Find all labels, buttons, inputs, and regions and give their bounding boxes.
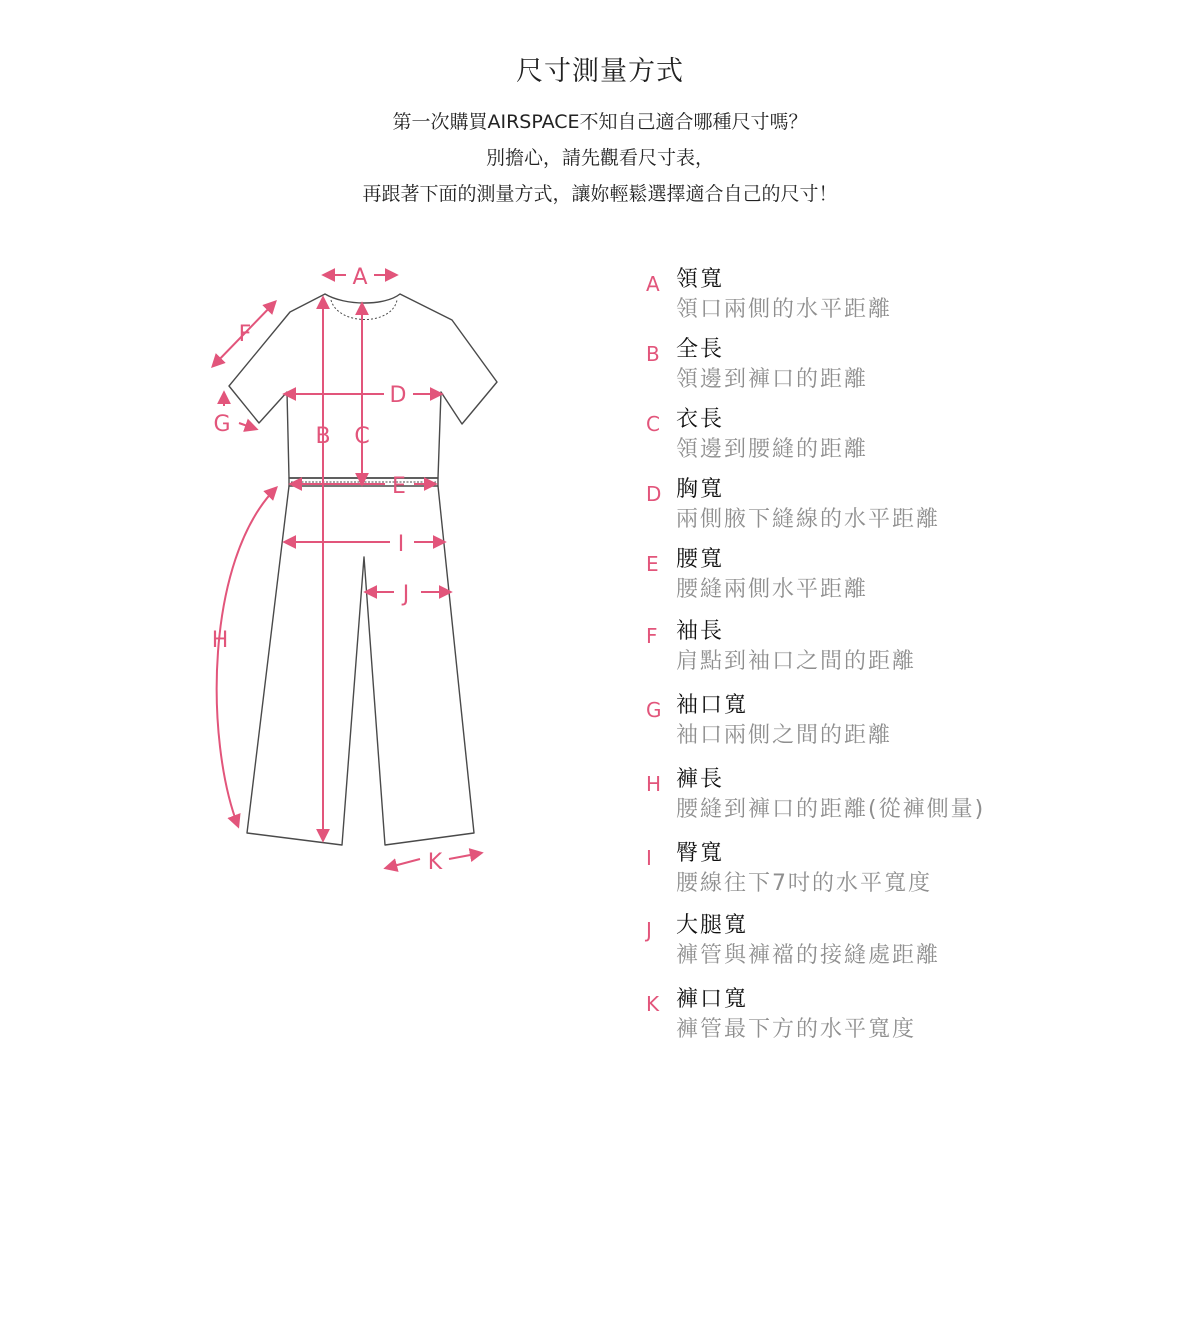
legend-desc: 領口兩側的水平距離	[676, 297, 893, 322]
legend-name: 大腿寬	[676, 913, 749, 938]
legend-letter: A	[646, 272, 660, 296]
legend-name: 袖口寬	[676, 693, 749, 718]
legend-item-D	[646, 472, 1166, 536]
legend-name: 腰寬	[676, 547, 725, 572]
legend-item-A	[646, 262, 1166, 326]
legend-desc: 領邊到褲口的距離	[676, 367, 869, 392]
label-A: A	[352, 265, 368, 290]
legend-letter: E	[646, 552, 659, 576]
legend-letter: D	[646, 482, 662, 506]
legend-item-B	[646, 332, 1166, 396]
legend-desc: 袖口兩側之間的距離	[676, 723, 893, 748]
legend-name: 袖長	[676, 619, 725, 644]
label-G: G	[213, 412, 231, 437]
intro-line-1: 第一次購買AIRSPACE不知自己適合哪種尺寸嗎？	[392, 111, 808, 133]
label-K: K	[427, 850, 443, 875]
legend-item-H	[646, 762, 1166, 826]
legend-desc: 褲管最下方的水平寬度	[676, 1017, 917, 1042]
intro-line-3: 再跟著下面的測量方式，讓妳輕鬆選擇適合自己的尺寸！	[362, 183, 838, 205]
jumpsuit-measurement-diagram	[195, 255, 525, 885]
pants-outline	[247, 486, 474, 845]
label-C: C	[354, 424, 370, 449]
label-B: B	[315, 424, 331, 449]
label-H: H	[211, 628, 229, 653]
legend-letter: K	[646, 992, 660, 1016]
legend-name: 全長	[676, 337, 725, 362]
arrow-H	[217, 488, 276, 826]
page-header	[0, 52, 1200, 212]
arrow-K-right	[449, 853, 481, 859]
legend-desc: 肩點到袖口之間的距離	[676, 649, 917, 674]
legend-name: 胸寬	[676, 477, 725, 502]
legend-item-J	[646, 908, 1166, 972]
legend-name: 臀寬	[676, 841, 725, 866]
legend-item-K	[646, 982, 1166, 1046]
label-J: J	[402, 582, 410, 607]
label-F: F	[238, 322, 252, 347]
legend-item-C	[646, 402, 1166, 466]
label-D: D	[389, 383, 407, 408]
legend-item-E	[646, 542, 1166, 606]
intro-text	[0, 104, 1200, 212]
legend-desc: 兩側腋下縫線的水平距離	[676, 507, 941, 532]
legend-item-F	[646, 614, 1166, 678]
legend-item-G	[646, 688, 1166, 752]
measurement-labels	[212, 265, 443, 875]
legend-letter: B	[646, 342, 660, 366]
legend-desc: 腰線往下7吋的水平寬度	[676, 871, 932, 896]
legend-name: 褲長	[676, 767, 725, 792]
label-I: I	[397, 532, 405, 557]
page-title: 尺寸測量方式	[516, 56, 684, 87]
legend-letter: I	[646, 846, 652, 870]
legend-item-I	[646, 836, 1166, 900]
legend-desc: 腰縫到褲口的距離(從褲側量)	[676, 797, 986, 822]
arrow-K-left	[386, 859, 420, 868]
diagram-svg	[195, 255, 525, 885]
intro-line-2: 別擔心，請先觀看尺寸表，	[485, 147, 714, 169]
label-E: E	[392, 474, 406, 499]
legend-letter: F	[646, 624, 658, 648]
legend-desc: 腰縫兩側水平距離	[676, 577, 869, 602]
legend-letter: H	[646, 772, 662, 796]
legend-letter: G	[646, 698, 662, 722]
legend-name: 褲口寬	[676, 987, 749, 1012]
legend-letter: J	[646, 918, 652, 942]
arrow-G-right	[239, 423, 256, 429]
legend-letter: C	[646, 412, 660, 436]
legend-name: 領寬	[676, 267, 725, 292]
legend-desc: 領邊到腰縫的距離	[676, 437, 869, 462]
legend-name: 衣長	[676, 407, 725, 432]
legend-desc: 褲管與褲襠的接縫處距離	[676, 943, 941, 968]
